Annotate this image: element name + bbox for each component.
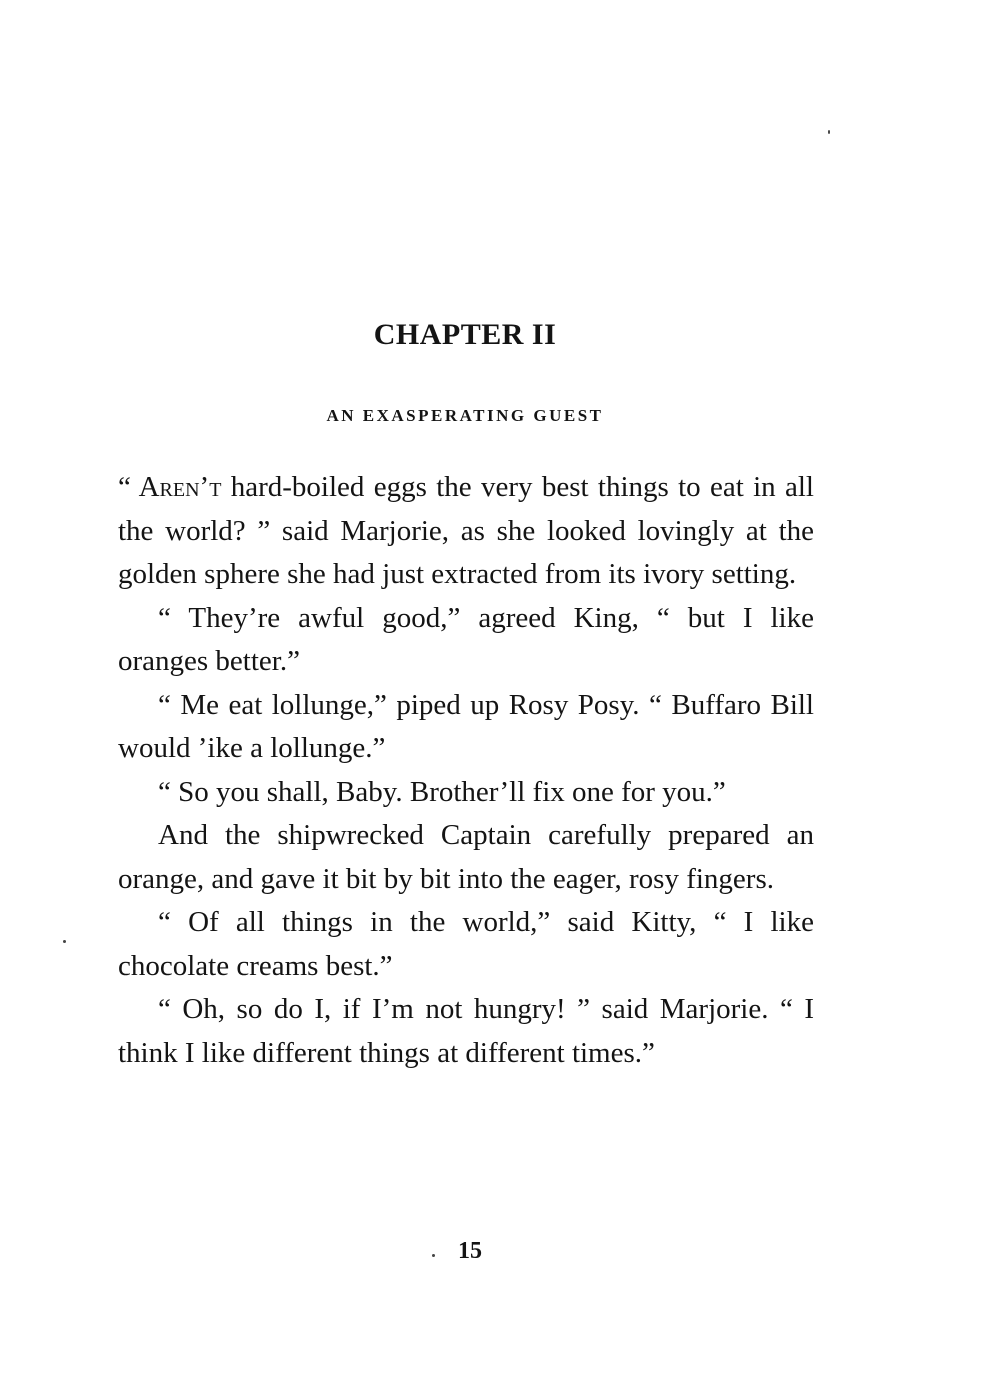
ink-speck xyxy=(828,130,830,134)
chapter-subtitle: AN EXASPERATING GUEST xyxy=(326,406,604,425)
paragraph: “ Oh, so do I, if I’m not hungry! ” said Marjorie. “ I think I like different things at different times.” xyxy=(118,993,814,1069)
paragraph: “ Me eat lollunge,” piped up Rosy Posy. “ Buffaro Bill would ’ike a lollunge.” xyxy=(118,688,814,764)
chapter-body xyxy=(118,466,814,1075)
paragraph-text: hard-boiled eggs the very best things to eat in all the world? ” said Marjorie, as she looked lovingly at the golden sphere she had just extracted from its ivory setting. xyxy=(118,471,814,590)
ink-speck xyxy=(432,1254,435,1257)
chapter-heading: CHAPTER II xyxy=(373,318,557,351)
paragraph: “ Of all things in the world,” said Kitty, “ I like chocolate creams best.” xyxy=(118,906,814,982)
paragraph: “ So you shall, Baby. Brother’ll fix one for you.” xyxy=(158,775,726,808)
paragraph: And the shipwrecked Captain carefully prepared an orange, and gave it bit by bit into the eager, rosy fingers. xyxy=(118,819,814,895)
paragraph xyxy=(118,466,814,597)
paragraph: “ They’re awful good,” agreed King, “ but I like oranges better.” xyxy=(118,601,814,677)
page-number: 15 xyxy=(458,1238,482,1264)
ink-speck xyxy=(63,940,66,943)
opening-words: “ Aren’t xyxy=(118,471,222,503)
